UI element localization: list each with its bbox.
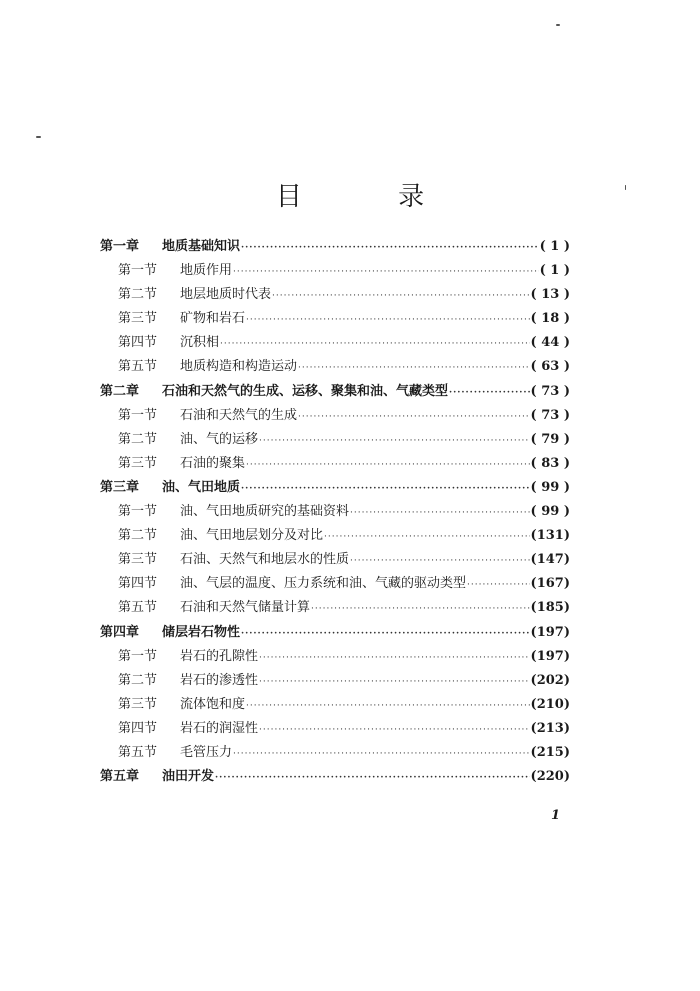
toc-label: 第四节 [118,335,158,351]
toc-title: 岩石的孔隙性 [180,648,259,664]
toc-title: 石油的聚集 [180,455,246,471]
toc-section[interactable] [100,524,570,548]
toc-chapter-4[interactable] [100,621,570,645]
toc-section[interactable] [100,404,570,428]
toc-label: 第二节 [118,287,158,303]
toc-page: (197) [530,648,570,664]
toc-label: 第三节 [118,311,158,327]
toc-label: 第一节 [118,407,158,423]
toc-page: ( 1 ) [539,239,570,254]
page-number: 1 [551,808,561,823]
toc-title: 油、气的运移 [180,431,259,447]
toc-section[interactable] [100,693,570,717]
toc-page: (147) [530,552,570,568]
toc-leader [298,405,530,429]
toc-title: 油、气层的温度、压力系统和油、气藏的驱动类型 [180,576,467,592]
toc-page: (167) [530,576,570,592]
toc-leader [259,718,530,742]
toc-page: (215) [530,744,570,760]
toc-leader [233,742,530,766]
toc-label: 第三章 [100,479,140,495]
toc-label: 第二节 [118,431,158,447]
toc-title: 岩石的渗透性 [180,672,259,688]
toc-leader [233,260,539,284]
toc-section[interactable] [100,259,570,283]
toc-leader [324,525,530,549]
toc-title: 石油和天然气的生成 [180,407,298,423]
toc-section[interactable] [100,283,570,307]
toc-label: 第一节 [118,263,158,279]
toc-title: 油、气田地质研究的基础资料 [180,504,350,520]
toc-chapter-3[interactable] [100,476,570,500]
toc-section[interactable] [100,741,570,765]
toc-label: 第一章 [100,239,140,254]
toc-title: 地质作用 [180,263,233,279]
toc-page: (197) [530,624,570,640]
toc-section[interactable] [100,596,570,620]
page-title: 目 录 [275,182,469,212]
toc-label: 第四节 [118,720,158,736]
toc-page: (131) [530,528,570,544]
scan-speck [556,24,560,26]
toc-label: 第五节 [118,744,158,760]
toc-title: 地层地质时代表 [180,287,272,303]
toc-leader [246,308,530,332]
toc-section[interactable] [100,331,570,355]
toc-label: 第三节 [118,696,158,712]
toc-title: 油田开发 [162,769,215,785]
toc-leader [215,766,530,790]
toc-page: ( 18 ) [530,311,570,327]
toc-title: 沉积相 [180,335,220,351]
toc-label: 第二节 [118,672,158,688]
toc-label: 第一节 [118,648,158,664]
toc-title: 流体饱和度 [180,696,246,712]
toc-title: 岩石的润湿性 [180,720,259,736]
toc-leader [259,429,530,453]
toc-leader [241,477,530,501]
toc-page: ( 63 ) [530,359,570,375]
toc-page: (213) [530,720,570,736]
toc-page: ( 44 ) [530,335,570,351]
toc-title: 石油和天然气储量计算 [180,600,311,616]
toc-page: ( 73 ) [530,407,570,423]
toc-leader [259,670,530,694]
toc-label: 第五节 [118,600,158,616]
toc-title: 地质基础知识 [162,239,241,254]
toc-section[interactable] [100,355,570,379]
toc-label: 第二节 [118,528,158,544]
toc-page: (202) [530,672,570,688]
toc-chapter-1[interactable] [100,235,570,259]
toc-leader [246,453,530,477]
toc-page: ( 99 ) [530,504,570,520]
toc-chapter-2[interactable] [100,380,570,404]
scan-speck [625,185,626,190]
toc-section[interactable] [100,645,570,669]
toc-leader [298,356,530,380]
toc-title: 矿物和岩石 [180,311,246,327]
toc-label: 第五章 [100,769,140,785]
toc-page: (210) [530,696,570,712]
toc-leader [467,573,530,597]
toc-page: (220) [530,769,570,785]
toc-title: 石油和天然气的生成、运移、聚集和油、气藏类型 [162,383,449,399]
toc-label: 第一节 [118,504,158,520]
toc-page: ( 83 ) [530,455,570,471]
toc-page: ( 1 ) [539,263,570,279]
toc-title: 油、气田地层划分及对比 [180,528,324,544]
toc-page: ( 99 ) [530,479,570,495]
toc-section[interactable] [100,428,570,452]
toc-leader [220,332,530,356]
toc-leader [350,549,530,573]
toc-title: 地质构造和构造运动 [180,359,298,375]
toc-chapter-5[interactable] [100,765,570,789]
toc-label: 第四节 [118,576,158,592]
toc-section[interactable] [100,717,570,741]
toc-section[interactable] [100,500,570,524]
toc-leader [241,622,530,646]
toc-section[interactable] [100,307,570,331]
toc-title: 毛管压力 [180,744,233,760]
toc-page: (185) [530,600,570,616]
toc-page: ( 13 ) [530,287,570,303]
toc-title: 储层岩石物性 [162,624,241,640]
toc-page: ( 73 ) [530,383,570,399]
toc-section[interactable] [100,452,570,476]
toc-leader [272,284,530,308]
toc-leader [259,646,530,670]
toc-section[interactable] [100,548,570,572]
toc-title: 石油、天然气和地层水的性质 [180,552,350,568]
table-of-contents [100,235,570,789]
toc-label: 第四章 [100,624,140,640]
toc-section[interactable] [100,572,570,596]
toc-leader [241,236,539,260]
toc-leader [350,501,530,525]
toc-section[interactable] [100,669,570,693]
toc-leader [311,597,530,621]
toc-leader [246,694,530,718]
toc-label: 第二章 [100,383,140,399]
toc-label: 第五节 [118,359,158,375]
toc-leader [449,381,530,405]
toc-label: 第三节 [118,552,158,568]
scan-speck [36,136,41,138]
toc-page: ( 79 ) [530,431,570,447]
toc-title: 油、气田地质 [162,479,241,495]
toc-label: 第三节 [118,455,158,471]
